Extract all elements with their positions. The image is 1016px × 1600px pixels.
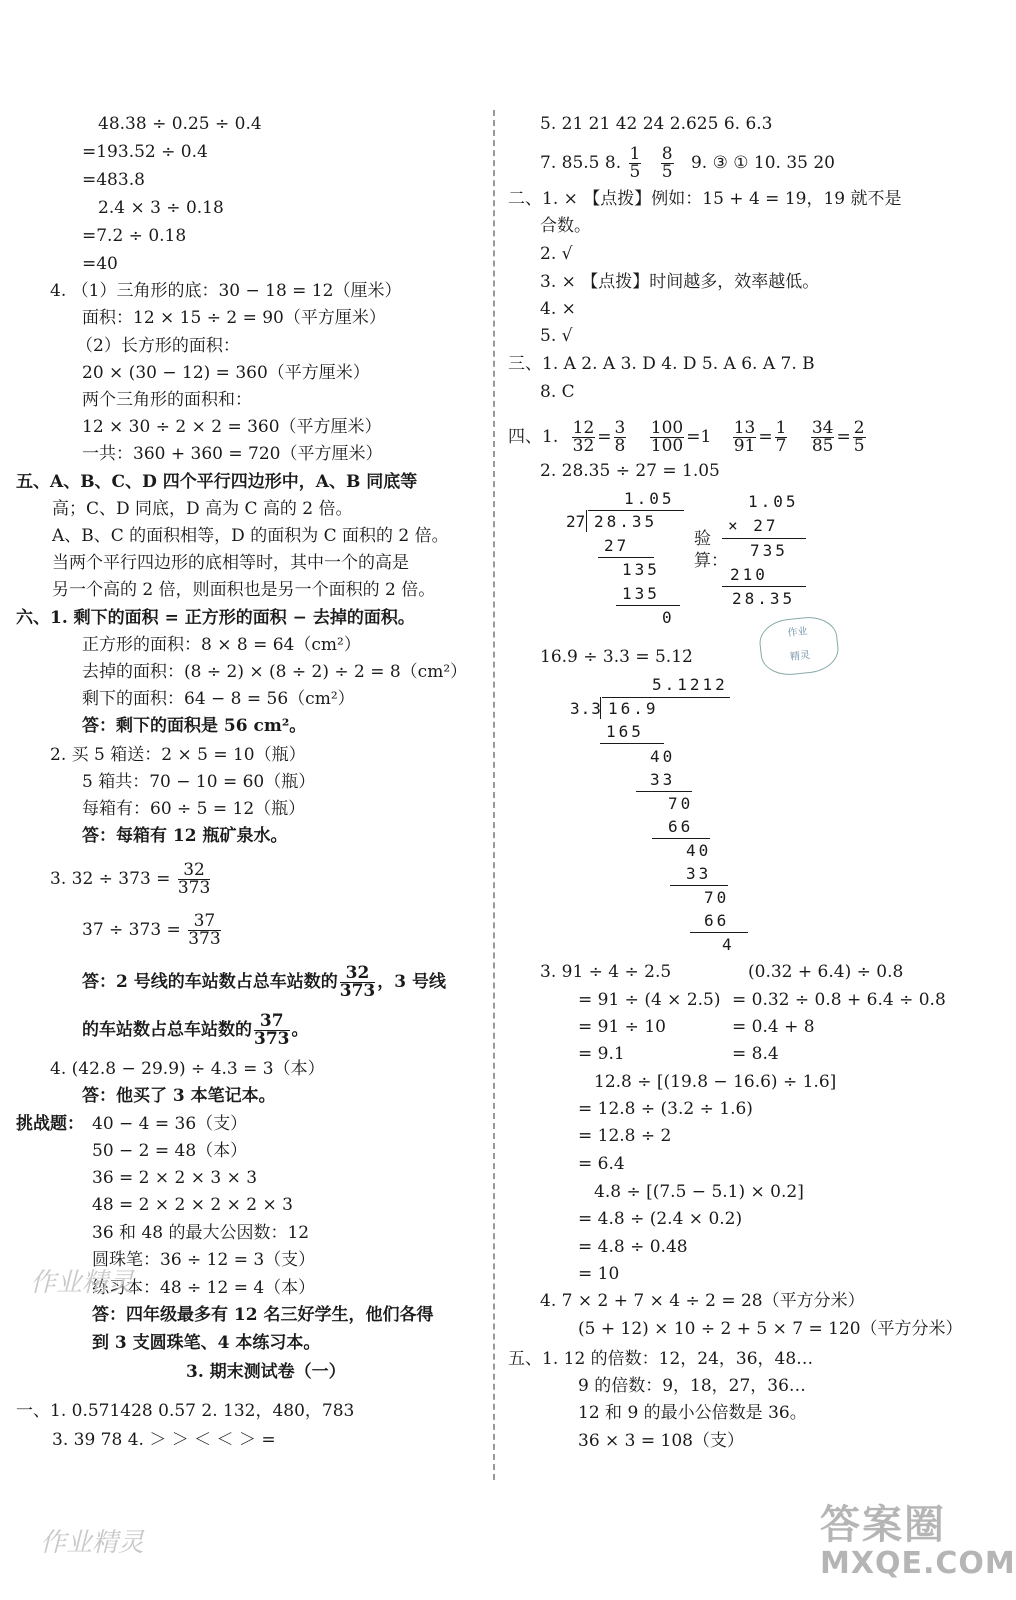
challenge-label: 挑战题： xyxy=(16,1114,84,1134)
ld-step: 135 xyxy=(622,560,660,579)
section-six-line: 答：每箱有 12 瓶矿泉水。 xyxy=(82,826,288,846)
calc-line: =7.2 ÷ 0.18 xyxy=(82,226,187,246)
fraction-num: 13 xyxy=(733,418,756,438)
fraction xyxy=(811,420,835,455)
multiple-line: 36 × 3 = 108（支） xyxy=(578,1431,744,1451)
fraction-den: 91 xyxy=(733,436,756,456)
fraction-num: 3 xyxy=(614,418,626,438)
tf-line: 2. √ xyxy=(540,244,573,264)
calc-line: = 10 xyxy=(578,1264,620,1284)
fraction-num: 32 xyxy=(178,862,210,880)
area-line: 4. 7 × 2 + 7 × 4 ÷ 2 = 28（平方分米） xyxy=(540,1291,865,1311)
fraction-line xyxy=(50,862,212,897)
homework-stamp xyxy=(757,614,840,678)
ld-divisor: 3.3 xyxy=(570,699,602,718)
ck-line: × 27 xyxy=(728,516,779,535)
calc-line: = 8.4 xyxy=(732,1044,779,1064)
stamp-text: 精灵 xyxy=(789,649,811,663)
ck-line: 210 xyxy=(730,565,768,584)
challenge-line: 48 = 2 × 2 × 2 × 2 × 3 xyxy=(92,1195,293,1215)
calc-line: =193.52 ÷ 0.4 xyxy=(82,142,208,162)
fraction-num: 34 xyxy=(811,418,834,438)
division-equation: 16.9 ÷ 3.3 = 5.12̇ xyxy=(540,647,693,667)
fraction xyxy=(775,420,788,455)
answer-with-fraction xyxy=(82,1013,309,1048)
area-line: (5 + 12) × 10 ÷ 2 + 5 × 7 = 120（平方分米） xyxy=(578,1319,963,1339)
calc-line: = 4.8 ÷ 0.48 xyxy=(578,1237,688,1257)
challenge-line: 50 − 2 = 48（本） xyxy=(92,1141,248,1161)
section-five-line: 高；C、D 同底，D 高为 C 高的 2 倍。 xyxy=(52,499,353,519)
answer-text: 答：2 号线的车站数占总车站数的 xyxy=(82,972,338,992)
ck-line: 28.35 xyxy=(732,589,796,608)
ld-step: 135 xyxy=(622,584,660,603)
fraction xyxy=(188,913,220,948)
ld-step: 33 xyxy=(686,864,712,883)
section-six-line: 答：剩下的面积是 56 cm²。 xyxy=(82,716,307,736)
ld-dividend: 16.9 xyxy=(608,699,659,718)
logo-url: MXQE.COM xyxy=(820,1546,1016,1581)
fraction xyxy=(650,420,684,455)
ld-step: 40 xyxy=(650,747,676,766)
fraction-den: 7 xyxy=(775,436,787,456)
tf-line: 合数。 xyxy=(540,216,591,236)
watermark-text: 作业精灵 xyxy=(30,1268,135,1298)
answer-line xyxy=(540,146,835,181)
ld-step: 70 xyxy=(704,888,730,907)
fraction xyxy=(572,420,596,455)
section-six-line: 去掉的面积：(8 ÷ 2) × (8 ÷ 2) ÷ 2 = 8（cm²） xyxy=(82,662,468,682)
fraction-num: 2 xyxy=(853,418,865,438)
fraction-result: 1 xyxy=(700,427,712,447)
section-six-line: 4. (42.8 − 29.9) ÷ 4.3 = 3（本） xyxy=(50,1059,325,1079)
section-five-line: 另一个高的 2 倍，则面积也是另一个面积的 2 倍。 xyxy=(52,580,436,600)
ld-step: 66 xyxy=(704,911,730,930)
ld-step: 33 xyxy=(650,770,676,789)
section-six-line: 六、1. 剩下的面积 = 正方形的面积 − 去掉的面积。 xyxy=(16,608,415,628)
ck-line: 1.05 xyxy=(748,492,799,511)
answer-text: 9. ③ ① 10. 35 20 xyxy=(690,153,836,173)
fraction-den: 5 xyxy=(853,436,865,456)
calc-line: =40 xyxy=(82,254,118,274)
calc-line: = 91 ÷ (4 × 2.5) xyxy=(578,990,721,1010)
ld-step: 70 xyxy=(668,794,694,813)
calc-line: 48.38 ÷ 0.25 ÷ 0.4 xyxy=(98,114,262,134)
ld-step: 27 xyxy=(604,536,630,555)
fraction-num: 37 xyxy=(188,913,220,931)
calc-line: (0.32 + 6.4) ÷ 0.8 xyxy=(748,962,904,982)
fraction-den: 8 xyxy=(614,436,626,456)
site-logo xyxy=(820,1503,1016,1581)
ld-rule xyxy=(600,743,664,744)
calc-line: = 6.4 xyxy=(578,1154,625,1174)
calc-line: = 9.1 xyxy=(578,1044,625,1064)
calc-line: 2.4 × 3 ÷ 0.18 xyxy=(98,198,224,218)
multiple-line: 9 的倍数：9，18，27，36… xyxy=(578,1376,806,1396)
fraction-den: 373 xyxy=(254,1029,290,1049)
fraction-num: 8 xyxy=(661,144,673,164)
ld-remainder: 4 xyxy=(722,935,735,954)
answer-text: 7. 85.5 8. xyxy=(540,153,622,173)
section-six-line: 正方形的面积：8 × 8 = 64（cm²） xyxy=(82,635,361,655)
calc-line: 3. 91 ÷ 4 ÷ 2.5 xyxy=(540,962,672,982)
fraction xyxy=(853,420,866,455)
ld-quotient: 1.05 xyxy=(624,489,675,508)
fraction-den: 373 xyxy=(339,981,376,1001)
fraction-num: 12 xyxy=(572,418,595,438)
answer-line: （2）长方形的面积： xyxy=(76,336,240,356)
watermark-text: 作业精灵 xyxy=(40,1528,145,1558)
test-line: 3. 39 78 4. ＞ ＞ ＜ ＜ ＞ = xyxy=(52,1430,276,1450)
answer-text: 的车站数占总车站数的 xyxy=(82,1020,252,1040)
fraction xyxy=(629,146,642,181)
calc-line: 12.8 ÷ [(19.8 − 16.6) ÷ 1.6] xyxy=(594,1072,837,1092)
section-six-line: 每箱有：60 ÷ 5 = 12（瓶） xyxy=(82,799,306,819)
ck-line: 735 xyxy=(750,541,788,560)
calc-line: = 4.8 ÷ (2.4 × 0.2) xyxy=(578,1209,743,1229)
tf-line: 4. × xyxy=(540,299,576,319)
multiple-line: 五、1. 12 的倍数：12，24，36，48… xyxy=(508,1349,814,1369)
fraction-den: 373 xyxy=(188,929,221,949)
ld-rule xyxy=(690,932,748,933)
stamp-text: 作业 xyxy=(787,626,809,640)
answer-line: 面积：12 × 15 ÷ 2 = 90（平方厘米） xyxy=(82,308,386,328)
answer-with-fraction xyxy=(82,965,446,1000)
calc-line: 4.8 ÷ [(7.5 − 5.1) × 0.2] xyxy=(594,1182,804,1202)
answer-line: 两个三角形的面积和： xyxy=(82,390,252,410)
tf-line: 二、1. × 【点拨】例如：15 + 4 = 19，19 就不是 xyxy=(508,189,902,209)
tf-line: 5. √ xyxy=(540,326,573,346)
answer-text: ，3 号线 xyxy=(377,972,446,992)
fraction xyxy=(733,420,757,455)
ld-remainder: 0 xyxy=(662,608,675,627)
division-equation: 2. 28.35 ÷ 27 = 1.05 xyxy=(540,461,720,481)
choice-line: 三、1. A 2. A 3. D 4. D 5. A 6. A 7. B xyxy=(508,354,815,374)
column-divider xyxy=(493,110,495,1480)
answer-line: 20 × (30 − 12) = 360（平方厘米） xyxy=(82,363,370,383)
answer-line: 5. 21 21 42 24 2.625 6. 6.3 xyxy=(540,114,773,134)
fraction-den: 100 xyxy=(650,436,684,456)
answer-line: 12 × 30 ÷ 2 × 2 = 360（平方厘米） xyxy=(82,417,382,437)
fraction-line xyxy=(82,913,223,948)
ld-step: 40 xyxy=(686,841,712,860)
section-title: 3. 期末测试卷（一） xyxy=(186,1362,346,1382)
fraction-lhs: 3. 32 ÷ 373 = xyxy=(50,869,171,889)
section-five-line: A、B、C 的面积相等，D 的面积为 C 面积的 2 倍。 xyxy=(52,526,449,546)
ld-divisor: 27 xyxy=(566,512,586,531)
challenge-line: 40 − 4 = 36（支） xyxy=(92,1114,248,1134)
fraction-den: 32 xyxy=(572,436,595,456)
section-six-line: 答：他买了 3 本笔记本。 xyxy=(82,1086,276,1106)
challenge-line: 36 = 2 × 2 × 3 × 3 xyxy=(92,1168,258,1188)
section-five-line: 当两个平行四边形的底相等时，其中一个的高是 xyxy=(52,553,409,573)
answer-text: 。 xyxy=(291,1020,309,1040)
ld-dividend: 28.35 xyxy=(594,512,658,531)
ld-bracket xyxy=(586,510,587,532)
fraction xyxy=(614,420,627,455)
fraction-num: 100 xyxy=(650,418,684,438)
tf-line: 3. × 【点拨】时间越多，效率越低。 xyxy=(540,272,820,292)
section-five-line: 五、A、B、C、D 四个平行四边形中，A、B 同底等 xyxy=(16,472,418,492)
fraction xyxy=(661,146,674,181)
challenge-line: 36 和 48 的最大公因数：12 xyxy=(92,1223,310,1243)
challenge-line: 练习本：48 ÷ 12 = 4（本） xyxy=(92,1278,316,1298)
fraction-num: 1 xyxy=(775,418,787,438)
check-label: 验算： xyxy=(694,529,728,571)
answer-line: 一共：360 + 360 = 720（平方厘米） xyxy=(82,444,383,464)
logo-text: 答案圈 xyxy=(820,1502,946,1548)
question-number: 四、1. xyxy=(508,427,559,447)
section-six-line: 2. 买 5 箱送：2 × 5 = 10（瓶） xyxy=(50,745,306,765)
fraction-num: 37 xyxy=(254,1013,290,1031)
fraction-simplify-line: 四、1. $\frac{12}{32}$ = $\frac{3}{8}$ $\frac{100}{100}$ =1 $\frac{13}{91}$ = $\frac{1}{7}$ $\frac{34}{85}$ = $\frac{2}{5}$ xyxy=(508,418,865,456)
fraction-den: 373 xyxy=(177,878,211,898)
fraction-num: 1 xyxy=(629,144,641,164)
answer-line: 4. （1）三角形的底：30 − 18 = 12（厘米） xyxy=(50,281,402,301)
calc-line: = 0.4 + 8 xyxy=(732,1017,815,1037)
calc-line: = 12.8 ÷ (3.2 ÷ 1.6) xyxy=(578,1099,753,1119)
multiple-line: 12 和 9 的最小公倍数是 36。 xyxy=(578,1403,807,1423)
calc-line: =483.8 xyxy=(82,170,145,190)
calc-line: = 0.32 ÷ 0.8 + 6.4 ÷ 0.8 xyxy=(732,990,946,1010)
challenge-line: 圆珠笔：36 ÷ 12 = 3（支） xyxy=(92,1250,316,1270)
choice-line: 8. C xyxy=(540,382,575,402)
challenge-line: 答：四年级最多有 12 名三好学生，他们各得 xyxy=(92,1305,434,1325)
fraction-num: 32 xyxy=(340,965,376,983)
ld-step: 165 xyxy=(606,722,644,741)
fraction-den: 5 xyxy=(629,162,641,182)
fraction xyxy=(254,1013,290,1048)
section-six-line: 5 箱共：70 − 10 = 60（瓶） xyxy=(82,772,316,792)
fraction xyxy=(178,862,210,897)
fraction-den: 85 xyxy=(811,436,834,456)
test-line: 一、1. 0.571428 0.57 2. 132，480，783 xyxy=(16,1401,355,1421)
ld-step: 66 xyxy=(668,817,694,836)
challenge-line: 到 3 支圆珠笔、4 本练习本。 xyxy=(92,1333,321,1353)
fraction-den: 5 xyxy=(661,162,673,182)
calc-line: = 12.8 ÷ 2 xyxy=(578,1126,672,1146)
calc-line: = 91 ÷ 10 xyxy=(578,1017,666,1037)
ld-quotient: 5.1212 xyxy=(652,675,728,694)
section-six-line: 剩下的面积：64 − 8 = 56（cm²） xyxy=(82,689,355,709)
fraction-lhs: 37 ÷ 373 = xyxy=(82,920,181,940)
fraction xyxy=(340,965,376,1000)
